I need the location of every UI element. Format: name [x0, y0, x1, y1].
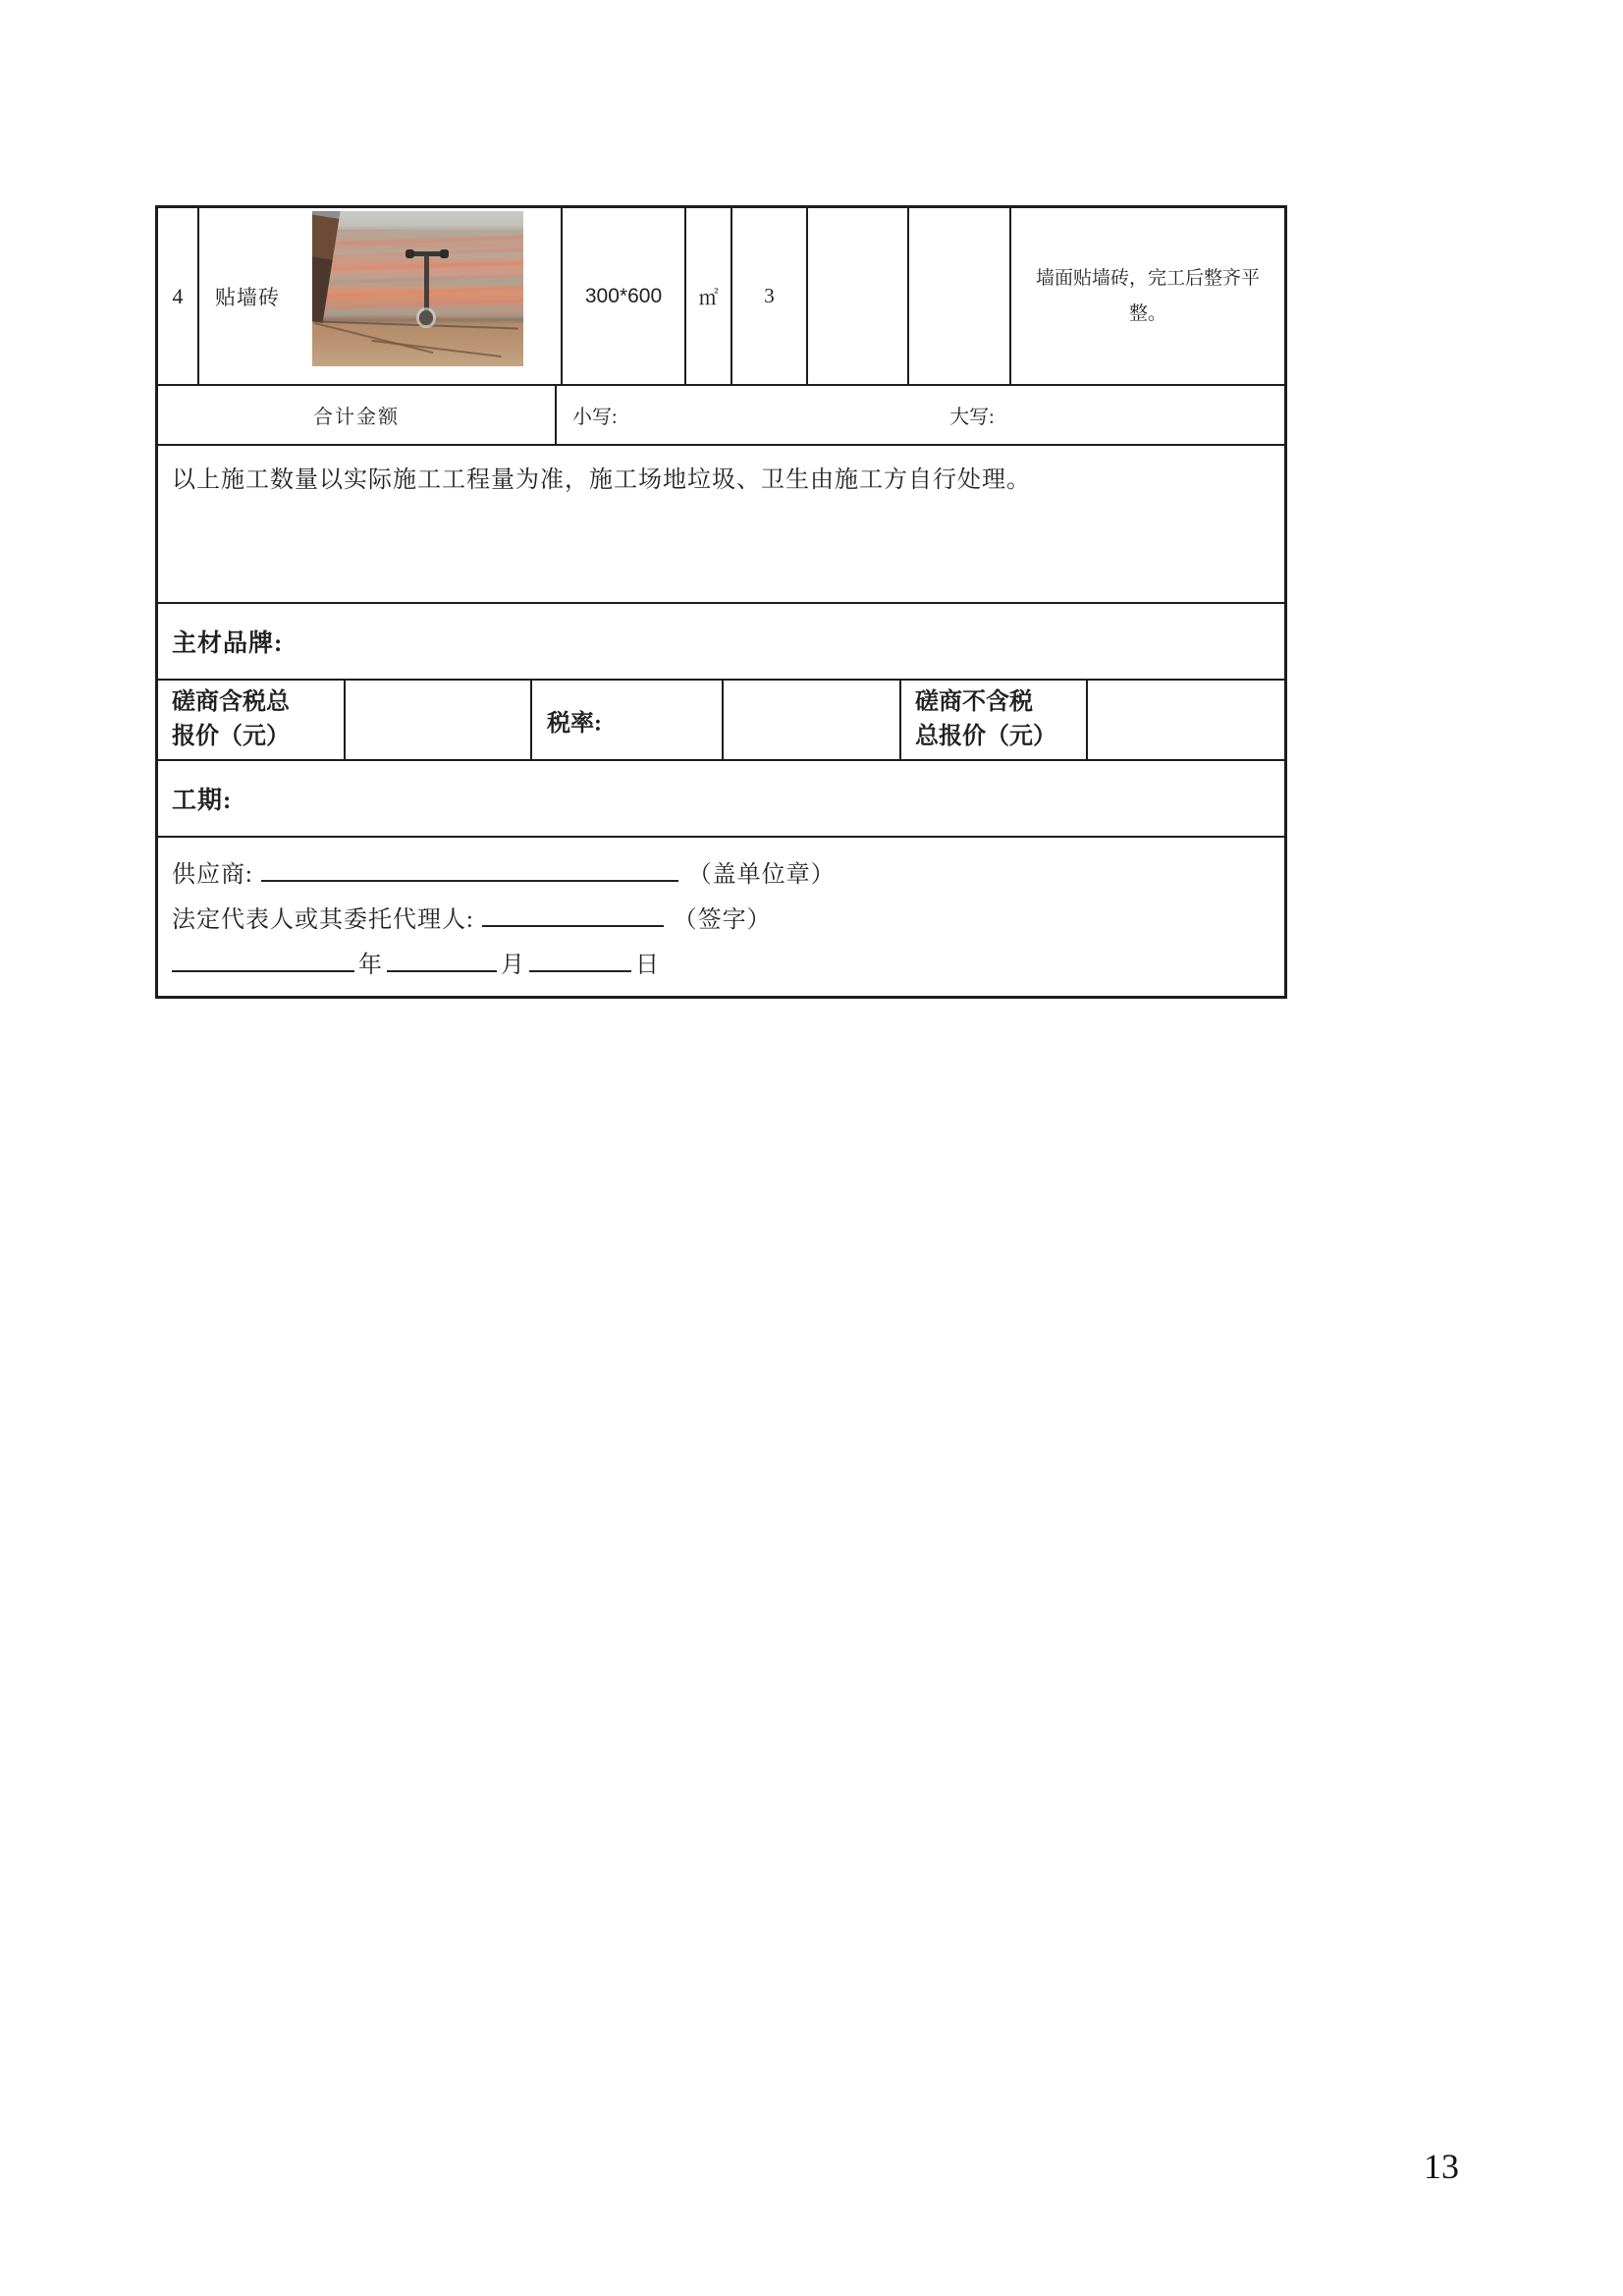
table-row-brand	[158, 604, 1284, 681]
scooter-grip	[440, 249, 449, 258]
date-month-blank	[387, 946, 497, 972]
note-text: 以上施工数量以实际施工工程量为准，施工场地垃圾、卫生由施工方自行处理。	[172, 467, 1031, 493]
duration-label: 工期:	[172, 788, 233, 814]
photo-tile-grout-line	[372, 340, 503, 357]
quantity-cell	[732, 208, 808, 384]
excl-tax-label-line1: 磋商不含税	[915, 689, 1033, 716]
date-year-blank	[172, 946, 354, 972]
table-row-total	[158, 386, 1284, 446]
scooter-wheel	[419, 310, 433, 325]
legal-rep-blank-line	[482, 901, 664, 927]
brand-cell	[158, 604, 1284, 679]
supplier-blank-line	[261, 855, 678, 882]
serial-cell	[158, 208, 199, 384]
duration-cell	[158, 761, 1284, 836]
incl-tax-label-cell	[158, 681, 346, 759]
brand-label: 主材品牌:	[172, 630, 284, 657]
legal-rep-label: 法定代表人或其委托代理人:	[172, 907, 474, 933]
date-day-blank	[529, 946, 631, 972]
spec-value: 300*600	[584, 284, 663, 307]
scooter-stem	[424, 255, 429, 312]
amount-cell	[909, 208, 1011, 384]
scooter-grip	[406, 249, 414, 258]
table-row-duration	[158, 761, 1284, 838]
year-label: 年	[358, 953, 383, 978]
total-label-cell	[158, 386, 557, 444]
tax-rate-value-cell	[724, 681, 901, 759]
total-label: 合计金额	[313, 407, 400, 428]
photo-tile-grout-line	[314, 322, 433, 354]
total-values-cell	[557, 386, 1284, 444]
total-numeric-label: 小写:	[572, 407, 618, 428]
excl-tax-label	[915, 685, 1056, 754]
quotation-table	[155, 205, 1287, 999]
unit-value: ㎡	[698, 288, 719, 309]
quantity-value: 3	[764, 284, 775, 307]
excl-tax-value-cell	[1088, 681, 1284, 759]
page-number: 13	[1424, 2147, 1459, 2186]
unit-cell	[686, 208, 732, 384]
total-words-label: 大写:	[949, 407, 995, 428]
incl-tax-label-line2: 报价（元）	[172, 724, 290, 749]
photo-scooter	[406, 251, 449, 326]
item-name: 贴墙砖	[215, 285, 280, 309]
excl-tax-label-line2: 总报价（元）	[915, 724, 1056, 749]
incl-tax-label-line1: 磋商含税总	[172, 689, 290, 716]
unit-price-cell	[808, 208, 909, 384]
table-row-item-4	[158, 208, 1284, 386]
remark-cell	[1011, 208, 1284, 384]
table-row-quote	[158, 681, 1284, 761]
note-cell	[158, 446, 1284, 494]
tax-rate-label: 税率:	[547, 710, 602, 737]
table-row-note	[158, 446, 1284, 604]
signature-cell	[158, 838, 1284, 996]
table-row-signature	[158, 838, 1284, 996]
day-label: 日	[635, 953, 660, 978]
spec-cell	[563, 208, 686, 384]
incl-tax-value-cell	[346, 681, 532, 759]
item-photo	[312, 211, 523, 366]
excl-tax-label-cell	[901, 681, 1088, 759]
month-label: 月	[501, 953, 525, 978]
date-line	[172, 945, 660, 979]
item-name-cell	[199, 208, 563, 384]
tax-rate-label-cell	[532, 681, 724, 759]
remark-text: 墙面贴墙砖，完工后整齐平整。	[1035, 268, 1260, 324]
supplier-label: 供应商:	[172, 862, 253, 888]
legal-rep-line	[172, 900, 772, 934]
serial-number: 4	[172, 283, 184, 308]
incl-tax-label	[172, 685, 290, 754]
supplier-line	[172, 854, 836, 889]
seal-note: （盖单位章）	[687, 862, 836, 888]
sign-note: （签字）	[673, 907, 772, 933]
